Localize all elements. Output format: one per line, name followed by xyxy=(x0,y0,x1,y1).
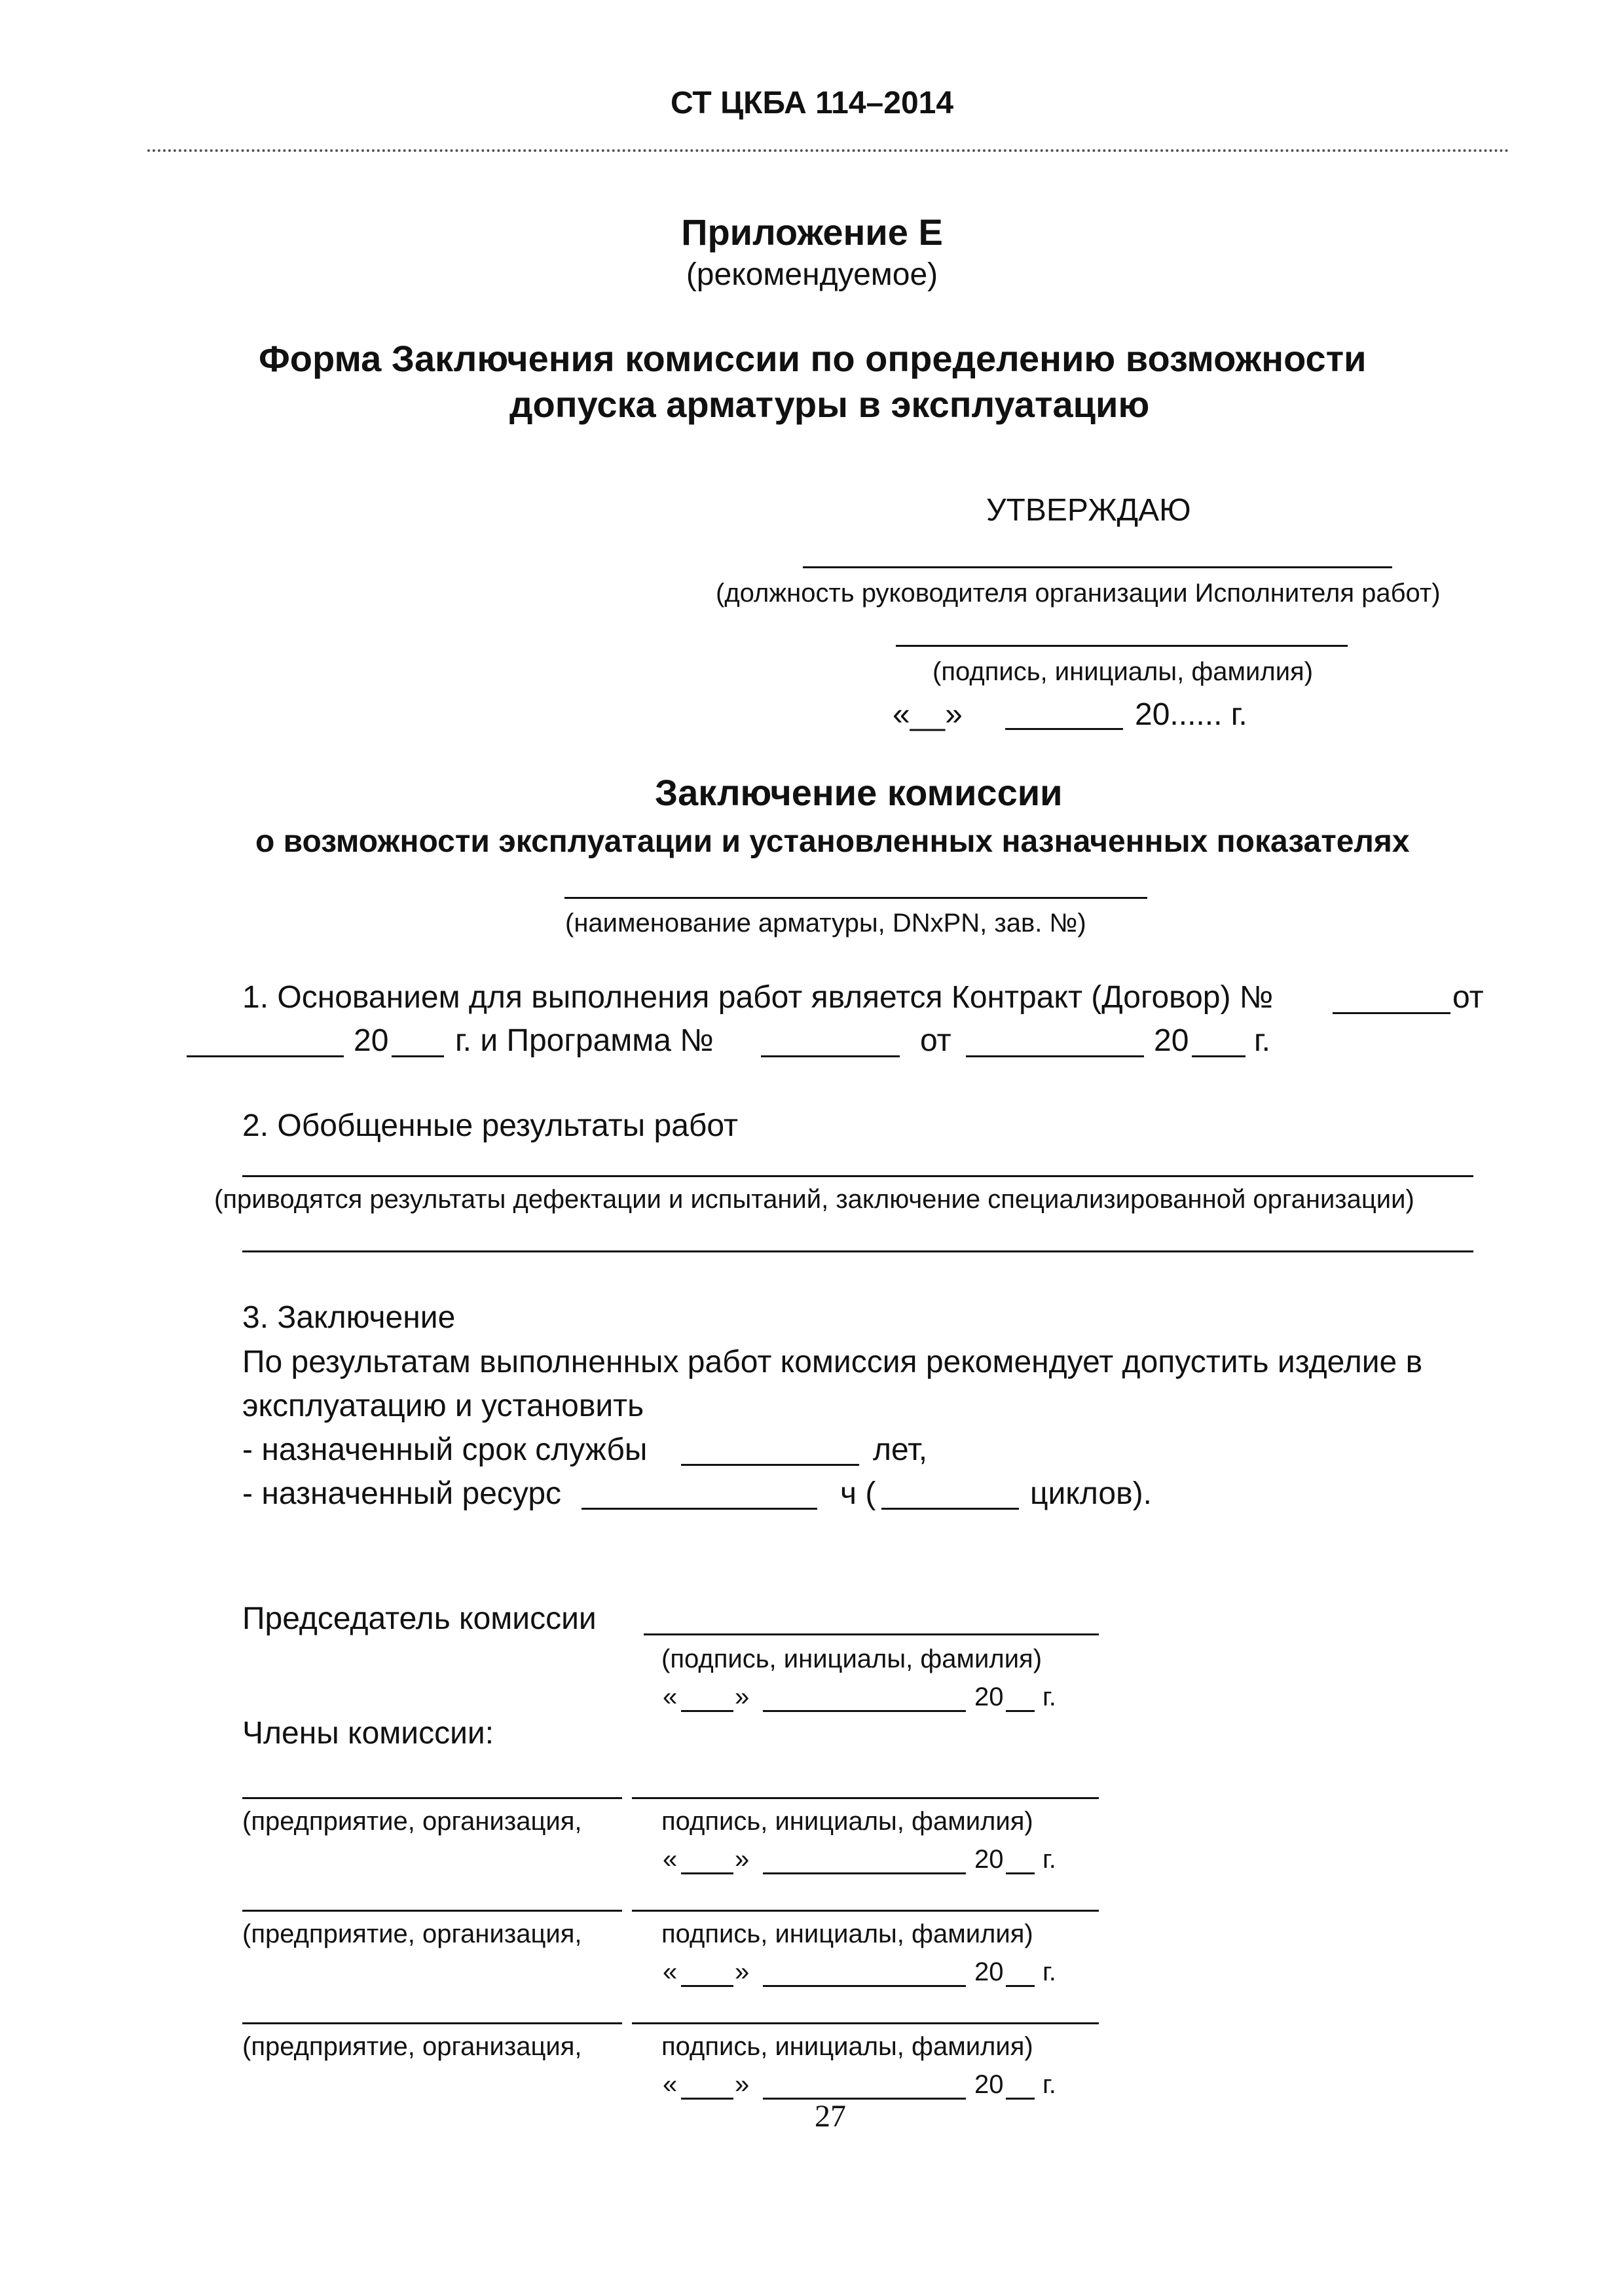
section1-year2: 20 xyxy=(1154,1023,1189,1058)
section2-caption: (приводятся результаты дефектации и испытаний, заключение специализированной организации) xyxy=(214,1185,1414,1214)
chairman-year-line xyxy=(1006,1710,1035,1712)
cycles-unit: циклов). xyxy=(1030,1476,1152,1511)
section1-text: 1. Основанием для выполнения работ является Контракт (Договор) № xyxy=(242,980,1274,1015)
conclusion-title: Заключение комиссии xyxy=(655,772,1063,813)
section3-text2: эксплуатацию и установить xyxy=(242,1389,644,1423)
member2-org-line xyxy=(242,1910,622,1912)
signature-caption: (подпись, инициалы, фамилия) xyxy=(932,657,1314,686)
contract-number-line xyxy=(1333,1012,1450,1014)
section1-end: г. xyxy=(1254,1023,1270,1058)
section1-program: г. и Программа № xyxy=(455,1023,714,1058)
approval-date-day: «__» xyxy=(893,697,963,732)
member1-org-line xyxy=(242,1797,622,1799)
contract-date-line xyxy=(187,1055,344,1057)
member2-month-line xyxy=(763,1985,966,1987)
resource-unit: ч ( xyxy=(840,1476,876,1511)
section3-text1: По результатам выполненных работ комиссия рекомендует допустить изделие в xyxy=(242,1345,1423,1379)
document-code: СТ ЦКБА 114–2014 xyxy=(670,86,954,120)
approval-date-month-line xyxy=(1005,728,1123,730)
program-date-line xyxy=(966,1055,1144,1057)
approval-date-year: 20...... г. xyxy=(1135,697,1247,732)
position-caption: (должность руководителя организации Исполнителя работ) xyxy=(716,579,1441,608)
approval-stamp: УТВЕРЖДАЮ xyxy=(986,493,1191,528)
chairman-date-close: » xyxy=(735,1683,750,1711)
member2-year-end: г. xyxy=(1043,1958,1056,1986)
chairman-month-line xyxy=(763,1710,966,1712)
member1-date-open: « xyxy=(663,1845,678,1874)
member3-date-open: « xyxy=(663,2070,678,2099)
member1-sign-caption: подпись, инициалы, фамилия) xyxy=(661,1807,1033,1836)
appendix-title: Приложение Е xyxy=(681,211,943,253)
resource-label: - назначенный ресурс xyxy=(242,1476,562,1511)
service-life-line xyxy=(681,1464,859,1466)
signature-line xyxy=(896,645,1348,647)
chairman-year: 20 xyxy=(974,1683,1004,1711)
position-line xyxy=(803,566,1392,568)
resource-hours-line xyxy=(581,1508,817,1510)
member3-org-caption: (предприятие, организация, xyxy=(242,2032,582,2061)
service-life-label: - назначенный срок службы xyxy=(242,1432,648,1467)
program-number-line xyxy=(761,1055,900,1057)
member1-year: 20 xyxy=(974,1845,1004,1874)
results-line-2 xyxy=(242,1250,1473,1252)
member3-month-line xyxy=(763,2098,966,2100)
section1-year1: 20 xyxy=(354,1023,389,1058)
header-divider xyxy=(147,149,1509,152)
member2-org-caption: (предприятие, организация, xyxy=(242,1920,582,1948)
chairman-year-end: г. xyxy=(1043,1683,1056,1711)
member3-sign-line xyxy=(632,2022,1099,2024)
results-line-1 xyxy=(242,1175,1473,1177)
member3-date-close: » xyxy=(735,2070,750,2099)
member1-month-line xyxy=(763,1872,966,1874)
member3-year-line xyxy=(1006,2098,1035,2100)
section1-from: от xyxy=(1452,980,1484,1015)
member2-year-line xyxy=(1006,1985,1035,1987)
form-title-line1: Форма Заключения комиссии по определению возможности xyxy=(259,338,1367,379)
contract-year-line xyxy=(392,1055,444,1057)
member3-year: 20 xyxy=(974,2070,1004,2099)
member1-year-line xyxy=(1006,1872,1035,1874)
item-caption: (наименование арматуры, DNxPN, зав. №) xyxy=(565,909,1086,938)
member1-day-line xyxy=(681,1872,733,1874)
member1-date-close: » xyxy=(735,1845,750,1874)
chairman-signature-line xyxy=(644,1633,1099,1635)
member2-sign-line xyxy=(632,1910,1099,1912)
member2-sign-caption: подпись, инициалы, фамилия) xyxy=(661,1920,1033,1948)
member3-org-line xyxy=(242,2022,622,2024)
member1-year-end: г. xyxy=(1043,1845,1056,1874)
chairman-label: Председатель комиссии xyxy=(242,1601,597,1636)
service-life-unit: лет, xyxy=(873,1432,928,1467)
member2-day-line xyxy=(681,1985,733,1987)
appendix-subtitle: (рекомендуемое) xyxy=(686,257,938,292)
member2-date-close: » xyxy=(735,1958,750,1986)
member1-org-caption: (предприятие, организация, xyxy=(242,1807,582,1836)
member3-day-line xyxy=(681,2098,733,2100)
item-name-line xyxy=(564,897,1147,899)
section2-title: 2. Обобщенные результаты работ xyxy=(242,1108,739,1143)
section3-title: 3. Заключение xyxy=(242,1300,456,1335)
member2-year: 20 xyxy=(974,1958,1004,1986)
form-title-line2: допуска арматуры в эксплуатацию xyxy=(509,384,1150,425)
member3-sign-caption: подпись, инициалы, фамилия) xyxy=(661,2032,1033,2061)
members-label: Члены комиссии: xyxy=(242,1716,494,1751)
chairman-date-open: « xyxy=(663,1683,678,1711)
chairman-sign-caption: (подпись, инициалы, фамилия) xyxy=(661,1645,1043,1673)
resource-cycles-line xyxy=(881,1508,1019,1510)
program-year-line xyxy=(1192,1055,1246,1057)
conclusion-subtitle: о возможности эксплуатации и установленных назначенных показателях xyxy=(255,824,1410,859)
page-number: 27 xyxy=(815,2099,846,2134)
member3-year-end: г. xyxy=(1043,2070,1056,2099)
member1-sign-line xyxy=(632,1797,1099,1799)
chairman-day-line xyxy=(681,1710,733,1712)
section1-from2: от xyxy=(920,1023,951,1058)
member2-date-open: « xyxy=(663,1958,678,1986)
